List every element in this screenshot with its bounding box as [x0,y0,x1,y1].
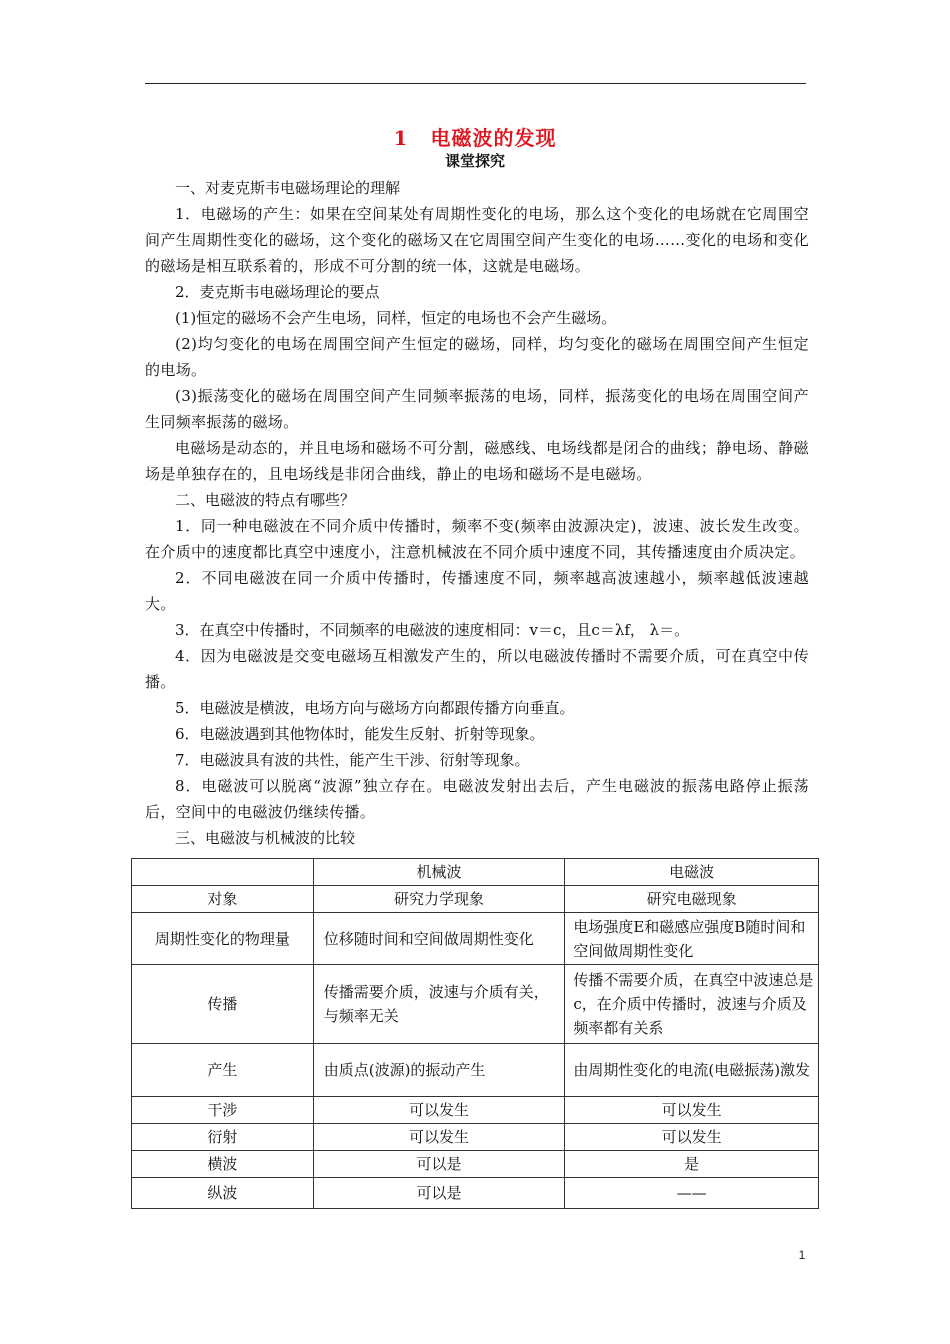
list-item: 4．因为电磁波是交变电磁场互相激发产生的，所以电磁波传播时不需要介质，可在真空中传播。 [145,647,809,691]
table-cell: 可以发生 [313,1124,565,1151]
page-subtitle: 课堂探究 [444,152,505,170]
page-title [0,122,950,151]
page-number: 1 [798,1248,806,1262]
table-cell: 位移随时间和空间做周期性变化 [313,913,565,965]
comparison-table [131,858,819,1209]
table-cell: 研究力学现象 [313,886,565,913]
list-item: 5．电磁波是横波，电场方向与磁场方向都跟传播方向垂直。 [175,699,575,717]
table-cell: 由质点(波源)的振动产生 [313,1044,565,1097]
paragraph: 1．电磁场的产生：如果在空间某处有周期性变化的电场，那么这个变化的电场就在它周围空间产生周期性变化的磁场，这个变化的磁场又在它周围空间产生变化的电场……变化的电场和变化的磁场是相互联系着的，形成不可分割的统一体，这就是电磁场。 [145,205,809,275]
table-cell: 衍射 [132,1124,314,1151]
section-heading: 三、电磁波与机械波的比较 [175,829,356,847]
title-text: 电磁波的发现 [430,126,557,150]
document-body [145,175,809,851]
list-item: 3．在真空中传播时，不同频率的电磁波的速度相同：v＝c，且c＝λf， λ＝。 [175,621,690,639]
table-header-cell: 机械波 [313,859,565,886]
table-cell: 研究电磁现象 [565,886,819,913]
table-cell: 周期性变化的物理量 [132,913,314,965]
list-item: 1．同一种电磁波在不同介质中传播时，频率不变(频率由波源决定)，波速、波长发生改变。在介质中的速度都比真空中速度小，注意机械波在不同介质中速度不同，其传播速度由介质决定。 [145,517,809,561]
list-item: 2．不同电磁波在同一介质中传播时，传播速度不同，频率越高波速越小，频率越低波速越大。 [145,569,809,613]
table-cell: 传播需要介质，波速与介质有关，与频率无关 [313,965,565,1044]
table-header-row [132,859,819,886]
table-cell: 可以是 [313,1178,565,1209]
paragraph: (3)振荡变化的磁场在周围空间产生同频率振荡的电场，同样，振荡变化的电场在周围空间产生同频率振荡的磁场。 [145,387,809,431]
table-row [132,1124,819,1151]
table-cell: 传播 [132,965,314,1044]
table-cell: 由周期性变化的电流(电磁振荡)激发 [565,1044,819,1097]
table-cell: 干涉 [132,1097,314,1124]
table-row [132,1151,819,1178]
table-cell: 可以发生 [565,1124,819,1151]
paragraph: 2．麦克斯韦电磁场理论的要点 [175,283,380,301]
list-item: 8．电磁波可以脱离“波源”独立存在。电磁波发射出去后，产生电磁波的振荡电路停止振荡后，空间中的电磁波仍继续传播。 [145,777,809,821]
paragraph: (1)恒定的磁场不会产生电场，同样，恒定的电场也不会产生磁场。 [175,309,617,327]
section-heading: 一、对麦克斯韦电磁场理论的理解 [175,179,401,197]
list-item: 6．电磁波遇到其他物体时，能发生反射、折射等现象。 [175,725,545,743]
table-row [132,913,819,965]
list-item: 7．电磁波具有波的共性，能产生干涉、衍射等现象。 [175,751,530,769]
table-cell: 电场强度E和磁感应强度B随时间和空间做周期性变化 [565,913,819,965]
table-row [132,1178,819,1209]
table-row [132,1097,819,1124]
table-cell: 传播不需要介质，在真空中波速总是c，在介质中传播时，波速与介质及频率都有关系 [565,965,819,1044]
table-cell: 产生 [132,1044,314,1097]
table-cell: 对象 [132,886,314,913]
table-header-cell: 电磁波 [565,859,819,886]
table-row [132,965,819,1044]
table-cell: 是 [565,1151,819,1178]
title-number: 1 [393,126,409,150]
table-cell: 可以发生 [565,1097,819,1124]
header-rule [145,83,806,84]
table-row [132,886,819,913]
table-cell: 可以是 [313,1151,565,1178]
section-heading: 二、电磁波的特点有哪些？ [175,491,356,509]
table-row [132,1044,819,1097]
table-cell: 横波 [132,1151,314,1178]
table-cell: —— [565,1178,819,1209]
paragraph: 电磁场是动态的，并且电场和磁场不可分割，磁感线、电场线都是闭合的曲线；静电场、静磁场是单独存在的，且电场线是非闭合曲线，静止的电场和磁场不是电磁场。 [145,439,809,483]
paragraph: (2)均匀变化的电场在周围空间产生恒定的磁场，同样，均匀变化的磁场在周围空间产生恒定的电场。 [145,335,809,379]
table-header-cell [132,859,314,886]
table-cell: 纵波 [132,1178,314,1209]
table-cell: 可以发生 [313,1097,565,1124]
